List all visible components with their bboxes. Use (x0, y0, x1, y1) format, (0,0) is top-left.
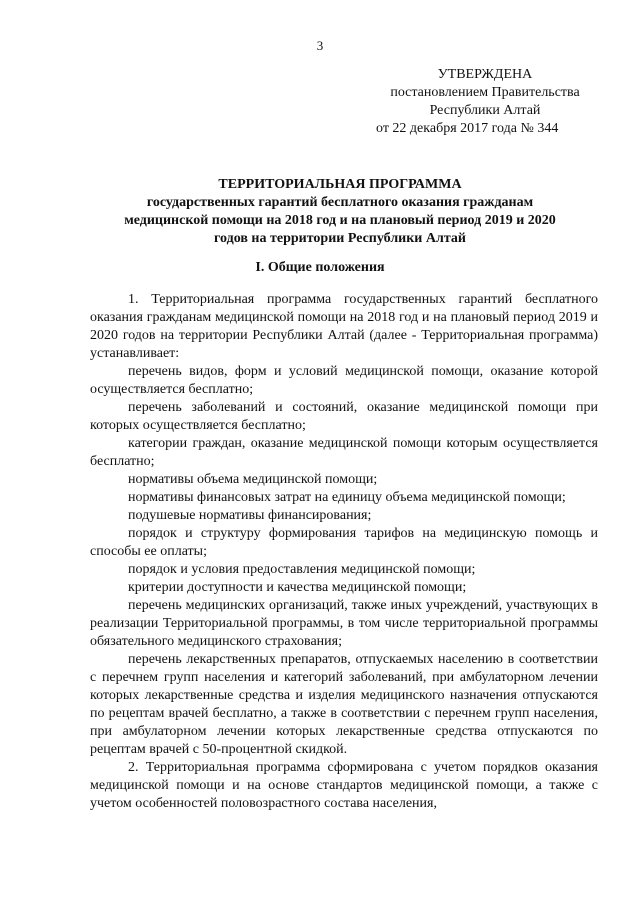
approval-block (370, 66, 600, 138)
paragraph: нормативы объема медицинской помощи; (128, 472, 378, 487)
paragraph: перечень медицинских организаций, также иных учреждений, участвующих в реализации Территориальной программы, в том числе территориальной программы обязательного медицинского страхования; (90, 598, 598, 649)
paragraph: подушевые нормативы финансирования; (128, 508, 372, 523)
paragraph: категории граждан, оказание медицинской помощи которым осуществляется бесплатно; (90, 436, 598, 469)
title-line-4: годов на территории Республики Алтай (214, 231, 466, 246)
section-heading: I. Общие положения (255, 260, 385, 275)
document-body (90, 291, 598, 813)
paragraph: порядок и условия предоставления медицинской помощи; (128, 562, 476, 577)
paragraph: перечень лекарственных препаратов, отпускаемых населению в соответствии с перечнем групп населения и категорий заболеваний, при амбулаторном лечении которых лекарственные средства и изделия медицинского назначения отпускаются по рецептам врачей бесплатно, а также в соответствии с перечнем групп населения, при амбулаторном лечении которых лекарственные средства отпускаются по рецептам врачей с 50-процентной скидкой. (90, 652, 598, 757)
paragraph: критерии доступности и качества медицинской помощи; (128, 580, 467, 595)
paragraph: 2. Территориальная программа сформирована с учетом порядков оказания медицинской помощи и на основе стандартов медицинской помощи, а также с учетом особенностей половозрастного состава населения, (90, 760, 598, 811)
document-title (90, 176, 590, 248)
title-line-1: ТЕРРИТОРИАЛЬНАЯ ПРОГРАММА (218, 177, 462, 192)
paragraph: 1. Территориальная программа государственных гарантий бесплатного оказания гражданам медицинской помощи на 2018 год и на плановый период 2019 и 2020 годов на территории Республики Алтай (далее - Территориальная программа) устанавливает: (90, 292, 598, 361)
approval-line-3: Республики Алтай (429, 103, 541, 118)
title-line-2: государственных гарантий бесплатного оказания гражданам (146, 195, 534, 210)
approval-line-1: УТВЕРЖДЕНА (437, 67, 533, 82)
approval-line-2: постановлением Правительства (390, 85, 580, 100)
paragraph: перечень заболеваний и состояний, оказание медицинской помощи при которых осуществляется бесплатно; (90, 400, 598, 433)
paragraph: порядок и структуру формирования тарифов на медицинскую помощь и способы ее оплаты; (90, 526, 598, 559)
title-line-3: медицинской помощи на 2018 год и на плановый период 2019 и 2020 (124, 213, 556, 228)
paragraph: перечень видов, форм и условий медицинской помощи, оказание которой осуществляется бесплатно; (90, 364, 598, 397)
page-number: 3 (316, 38, 324, 53)
paragraph: нормативы финансовых затрат на единицу объема медицинской помощи; (128, 490, 566, 505)
approval-date: от 22 декабря 2017 года № 344 (376, 121, 559, 136)
